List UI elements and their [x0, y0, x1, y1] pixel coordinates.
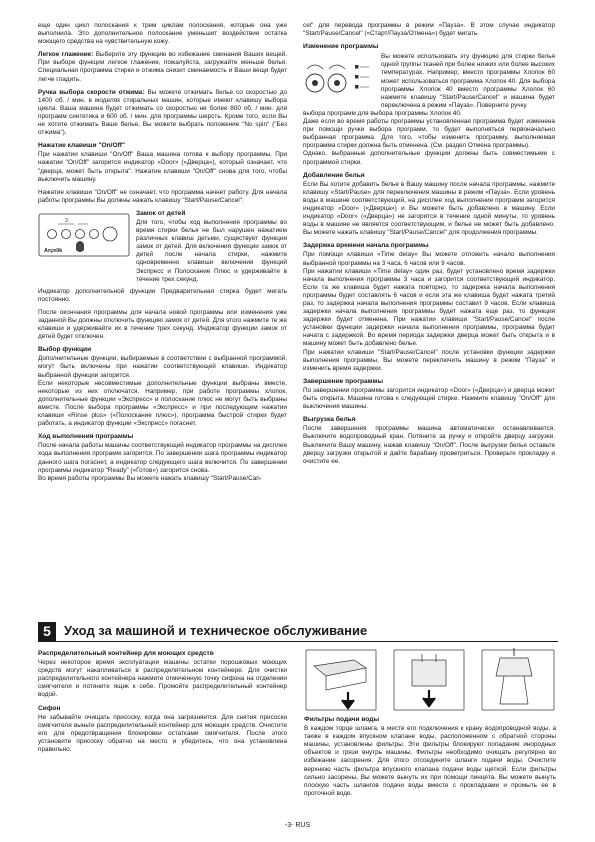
maintenance-figures [304, 646, 556, 714]
childlock-text: Для того, чтобы ход выполнения программы во время стирки белья не был нарушен нажатием различных клавиш детьми, существует функция замок от детей. Для включения функции замок от детей после начала стирки, нажмите одновременно клавиши включения функций Экспресс и Полоскание Плюс и удерживайте в течение трех секунд. [136, 218, 287, 283]
add-laundry-heading: Добавление белья [303, 171, 365, 179]
dispenser-cleaning-illustrations [304, 646, 556, 714]
childlock-brand-label: Arçelik [44, 247, 63, 254]
spin-heading: Ручка выбора скорости отжима: [38, 88, 145, 96]
options-text-2: Если некоторые несовместимые дополнительные функции выбраны вместе, некоторые из них отключатся. Например, при работе программы хлопок, дополнительные функции «Экспресс» и полоскание плюс не могут быть выбраны вместе. После выбора программы «Экспресс» и при последующем нажатии клавиши «Rinse plus» («Полоскание плюс»), программа быстрой стирки будет работать, а индикатор функции «Экспресс» погаснет. [38, 379, 287, 428]
section-number: 5 [38, 622, 56, 641]
easy-iron-heading: Легкое глажение: [38, 51, 94, 59]
childlock-continuation: Индикатор дополнительной функции Предварительная стирка будет мигать постоянно. [38, 287, 287, 303]
water-filter-figure [482, 648, 554, 710]
time-delay-text-2: При нажатии клавиши «Time delay» один раз, будет установлено время задержки начала выполнения программы 3 часа и загорится соответствующий индикатор. Если та же клавиша будет нажата повторно, то задержка начала выполнения программы будет составлять 6 часов и если эта же клавиша будет нажата третий раз, то задержка начала выполнения программы составит 9 часов. Если клавиша задержки начала выполнения программы будет нажата еще раз, то функция задержки будет отменена. При нажатии клавиши "Start/Pause/Cancel" после установки функции задержки начала выполнения программы, программа будет начата с задержкой. Во время периода задержки дверца может быть открыта и в машину может быть добавлено белье. [303, 267, 555, 348]
page-number: -3- RUS [284, 822, 311, 829]
section-divider [38, 641, 558, 642]
section-title: Уход за машиной и техническое обслуживание [64, 623, 368, 638]
dispenser-heading: Распределительный контейнер для моющих средств [38, 650, 214, 657]
childlock-figure-row [38, 210, 287, 284]
spin-text: Вы можете отжимать белье со скоростью до 1400 об. / мин. в моделях стиральных машин, которые имеют клавишу выбора цикла. Ваша машина будет отжимать со скоростью не более 800 об. / мин. для программ синтетика и 600 об. / мин. для программы шерсть. Кроме того, если Вы не хотите отжимать Ваше белье, Вы можете выбрать положение "No spin" ("Без отжима"). [38, 88, 287, 137]
dispenser-text: Через некоторое время эксплуатации машины остатки порошковых моющих средств могут накапливаться в распределительном контейнере. Для очистки распределительного контейнера нажмите отмеченную точку сифона на отделении смягчителя и потяните ящик к себе. Промойте распределительный контейнер водой. [38, 659, 287, 699]
onoff-text: При нажатии клавиши "On/Off" Ваша машина готова к выбору программы. При нажатии "On/Off" загорится индикатор «Door» («Дверца»), который означает, что "дверца, может быть открыта". Нажатие клавиши "On/Off" снова для того, чтобы выключить машину. [38, 151, 287, 183]
program-end-text: По завершении программы загорится индикатор «Door» («Дверца») и дверца может быть открыта. Машина готова к следующей стирке. Нажмите клавишу "On/Off" для выключения машины. [303, 386, 555, 411]
childlock-text-block [136, 210, 287, 284]
onoff-note: Нажатие клавиши "On/Off" не означает, что программа начнет работу. Для начала работы программы Вы должны нажать клавишу "Start/Pause/Cancel". [38, 188, 287, 204]
left-column [38, 22, 287, 488]
options-text: Дополнительные функции, выбираемые в соответствии с выбранной программой, могут быть включены при нажатии соответствующей клавиши. Индикатор выбранной функции загорится. [38, 355, 287, 379]
siphon-text: Не забывайте очищать присоску, когда она загрязняется. Для снятия присоски смягчителя выньте распределительный контейнер для моющих средств. Очистите его для предотвращения блокировки остатками смягчителя. После этого установите присоску обратно на место и убедитесь, что она установлена правильно. [38, 713, 287, 754]
program-change-figure-row [303, 53, 555, 110]
siphon-heading: Сифон [38, 704, 61, 712]
spin-paragraph [38, 89, 287, 138]
section-5-header [38, 622, 558, 642]
program-knob-illustration [303, 53, 375, 110]
intro-paragraph: еще один цикл полоскания к трем циклам полоскания, которые она уже выполнила. Это дополнительное полоскание уменьшит воздействие остатка моющего средства на чувствительную кожу. [38, 22, 287, 46]
dispenser-drawer-figure [306, 650, 376, 710]
add-laundry-text: Если Вы хотите добавить белье в Вашу машину после начала программы, нажмите клавишу «Start/Pause» для переключения машины в режим «Пауза». Если уровень воды в машине соответствующий, на дисплее ход выполнения программ загорится индикатор «Door» («Дверца») и Вы можете быть добавлено в машину. Если индикатор «Door» («Дверца») не загорится в течение одной минуты, то уровень воды в машине не является соответствующим, и белье не может быть добавлено. Вы можете нажать клавишу "Start/Pause/Cancel" для продолжения программы. [303, 180, 555, 237]
change-program-text: выбора программ для выбора программы Хлопок 40. [303, 109, 462, 117]
progress-heading: Ход выполнения программы [38, 433, 134, 441]
options-heading: Выбор функции [38, 346, 92, 354]
program-end-heading: Завершение программы [303, 377, 384, 385]
change-program-text-3: Однако, выбранные дополнительные функции должны быть совместимыми с программой стирки. [303, 150, 555, 166]
siphon-figure [394, 650, 464, 710]
easy-iron-text: Выберите эту функцию во избежание сминания Ваших вещей. При выборе функции легкое глажение, пожалуйста, загружайте меньше белья. Специальная программа стирки и отжима снизит сминаемость и Ваши вещи будет легче гладить. [38, 51, 287, 83]
change-program-figure-text: Вы можете использовать эту функцию для стирки белья одной группы тканей при более низких или более высоких температурах. Например, вместо программы Хлопок 60 может использоваться программа Хлопок 40. Для выбора программы Хлопок 40 вместо программы Хлопок 60 нажмите клавишу "Start/Pause/Cancel" и машина будет переключена в режим «Пауза». Поверните ручку [381, 53, 555, 109]
childlock-panel-illustration [38, 210, 130, 284]
water-filters-heading: Фильтры подачи воды [304, 716, 380, 723]
childlock-figure-label: 3 [65, 217, 68, 224]
time-delay-text: При помощи клавиши «Time delay» Вы можете отложить начало выполнения выбранной программы на 3 часа, 6 часов или 9 часов. [303, 251, 555, 267]
unload-heading: Выгрузка белья [303, 416, 356, 424]
progress-text-2: Во время работы программы Вы можете нажать клавишу "Start/Pause/Can- [38, 474, 262, 482]
childlock-heading: Замок от детей [136, 209, 186, 217]
unload-text: После завершения программы машина автоматически останавливается. Выключите водопроводный кран. Потяните за ручку и откройте дверцу загрузки. Выключите Вашу машину, нажав клавишу "On/Off". После выгрузки белья оставьте дверцу загрузки открытой и дайте барабану проветриться. Проверьте прокладку и очистите ее. [303, 425, 555, 465]
right-column [303, 22, 555, 471]
water-filters-text: В каждом торце шланга, в месте его подключения к крану водопроводной воды, а также в каждом впускном клапане воды, расположенном с обратной стороны машины, установлены фильтры. Эти фильтры блокируют попадание инородных объектов и грязи внутрь машины. Фильтры необходимо очищать регулярно во избежание засорения. Для этого отсоедините шланги подачи воды. Очистите верхнюю часть фильтра впускного клапана подачи воды щеткой. Если фильтры сильно засорены, Вы можете вынуть их при помощи пинцета. Вы можете вынуть плоскую часть шлангов подачи воды вместе с прокладками и промыть ее в проточной воде. [304, 725, 556, 797]
maintenance-right-column [304, 716, 556, 798]
pause-continuation: cel" для перевода программы в режим «Пауза». В этом случае индикатор "Start/Pause/Cancel" («Старт/Пауза/Отмена») будет мигать. [303, 22, 555, 38]
progress-text: После начала работы машины соответствующий индикатор программы на дисплее хода выполнения программ загорится. По завершении шага программы индикатор данного шага погаснет, а индикатор следующего шага включится. По завершении программы индикатор "Ready" («Готов») загорится снова. [38, 442, 287, 474]
change-program-text-2: Даже если во время работы программы установленная программа будет изменена при помощи ручки выбора программ, то будет выполняться первоначально выбранная программа. Для того, чтобы изменить программу, выполняемая программа стирки должна быть отменена. (См. раздел Отмена программы). [303, 118, 555, 150]
maintenance-left-column [38, 650, 287, 759]
easy-iron-paragraph [38, 51, 287, 83]
childlock-off-text: После окончания программы для начала новой программы или изменения уже заданной Вы должны отключить функцию замок от детей. Для этого нажмите те же клавиши и удерживайте их в течение трех секунд. Индикатор функции замок от детей будет отключен. [38, 308, 287, 341]
onoff-heading: Нажатие клавиши "On/Off" [38, 142, 126, 150]
change-program-heading: Изменение программы [303, 43, 379, 51]
time-delay-heading: Задержка времени начала программы [303, 242, 429, 250]
program-change-text-block [381, 53, 555, 110]
time-delay-text-3: При нажатии клавиши "Start/Pause/Cancel" после установки функции задержки выполнения программы, Вы можете переключить машину в режим "Пауза" и изменить время задержки. [303, 348, 555, 372]
